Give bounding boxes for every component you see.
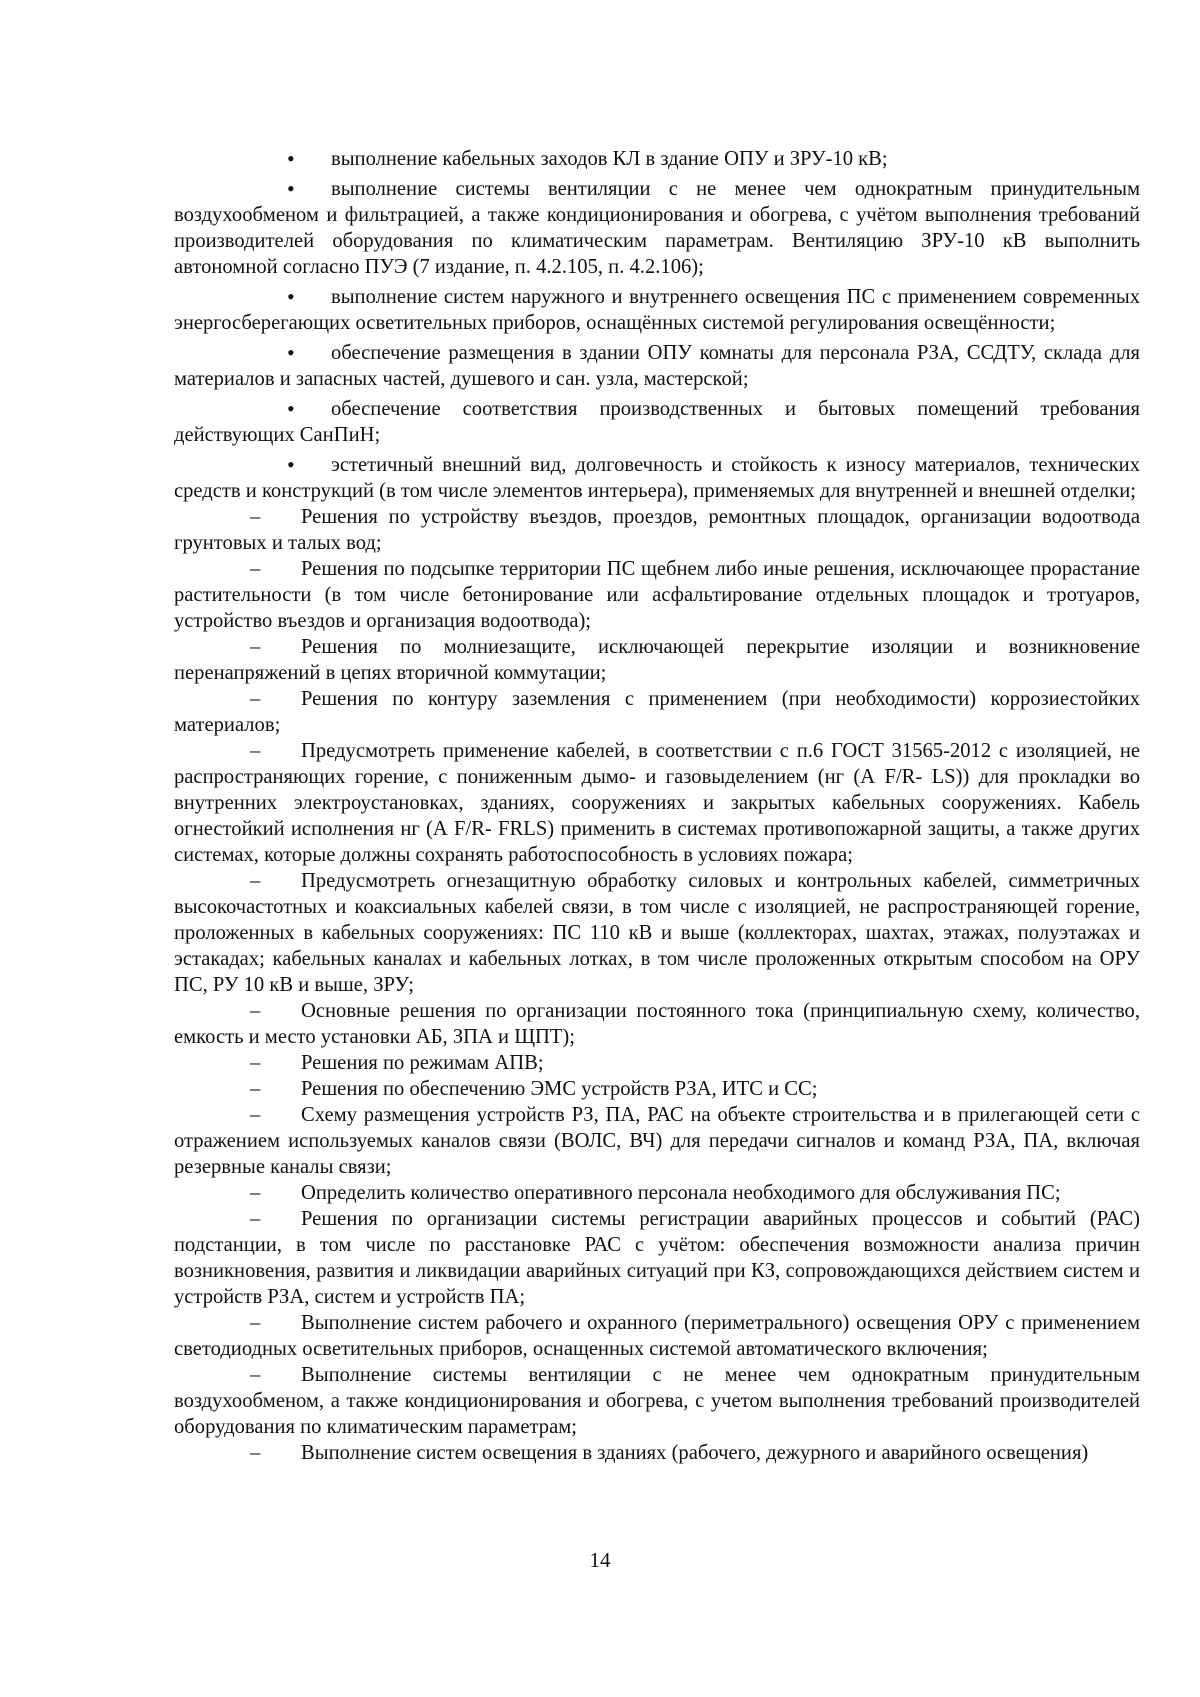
dash-item-text: Решения по подсыпке территории ПС щебнем либо иные решения, исключающее прорастание растительности (в том числе бетонирование или асфальтирование отдельных площадок и тротуаров, устройство въездов и организация водоотвода); bbox=[174, 558, 1140, 632]
dash-list-item bbox=[174, 1076, 1140, 1102]
dash-list-item bbox=[174, 1050, 1140, 1076]
bullet-marker: • bbox=[287, 396, 295, 421]
bullet-marker: • bbox=[287, 452, 295, 477]
dash-list-item bbox=[174, 686, 1140, 738]
bullet-item-text: выполнение системы вентиляции с не менее чем однократным принудительным воздухообменом и фильтрацией, а также кондиционирования и обогрева, с учётом выполнения требований производителей оборудования по климатическим параметрам. Вентиляцию ЗРУ-10 кВ выполнить автономной согласно ПУЭ (7 издание, п. 4.2.105, п. 4.2.106); bbox=[174, 178, 1140, 278]
dash-item-text: Решения по режимам АПВ; bbox=[301, 1052, 544, 1074]
dash-list bbox=[174, 504, 1140, 1466]
dash-marker: – bbox=[250, 1182, 261, 1204]
bullet-item-text: обеспечение соответствия производственных и бытовых помещений требования действующих СанПиН; bbox=[174, 398, 1140, 446]
dash-list-item bbox=[174, 1310, 1140, 1362]
dash-marker: – bbox=[250, 740, 261, 762]
dash-marker: – bbox=[250, 1000, 261, 1022]
dash-list-item bbox=[174, 738, 1140, 868]
bullet-item-text: выполнение кабельных заходов КЛ в здание ОПУ и ЗРУ-10 кВ; bbox=[331, 148, 888, 170]
bullet-marker: • bbox=[287, 284, 295, 309]
bullet-list-item bbox=[174, 146, 1140, 172]
dash-item-text: Определить количество оперативного персонала необходимого для обслуживания ПС; bbox=[301, 1182, 1061, 1204]
dash-list-item bbox=[174, 1102, 1140, 1180]
dash-list-item bbox=[174, 998, 1140, 1050]
dash-marker: – bbox=[250, 1078, 261, 1100]
dash-list-item bbox=[174, 504, 1140, 556]
dash-item-text: Предусмотреть применение кабелей, в соответствии с п.6 ГОСТ 31565-2012 с изоляцией, не распространяющих горение, с пониженным дымо- и газовыделением (нг (А F/R- LS)) для прокладки во внутренних электроустановках, зданиях, сооружениях и закрытых кабельных сооружениях. Кабель огнестойкий исполнения нг (А F/R- FRLS) применить в системах противопожарной защиты, а также других системах, которые должны сохранять работоспособность в условиях пожара; bbox=[174, 740, 1140, 866]
bullet-marker: • bbox=[287, 340, 295, 365]
bullet-list-item bbox=[174, 176, 1140, 280]
page-number: 14 bbox=[589, 1548, 611, 1572]
dash-marker: – bbox=[250, 1104, 261, 1126]
dash-item-text: Выполнение систем освещения в зданиях (рабочего, дежурного и аварийного освещения) bbox=[301, 1442, 1089, 1464]
dash-marker: – bbox=[250, 506, 261, 528]
dash-marker: – bbox=[250, 1208, 261, 1230]
dash-marker: – bbox=[250, 1312, 261, 1334]
dash-marker: – bbox=[250, 1442, 261, 1464]
dash-marker: – bbox=[250, 636, 261, 658]
dash-item-text: Решения по контуру заземления с применением (при необходимости) коррозиестойких материалов; bbox=[174, 688, 1140, 736]
bullet-list-item bbox=[174, 452, 1140, 504]
dash-marker: – bbox=[250, 1052, 261, 1074]
dash-list-item bbox=[174, 1206, 1140, 1310]
dash-marker: – bbox=[250, 558, 261, 580]
dash-item-text: Выполнение системы вентиляции с не менее чем однократным принудительным воздухообменом, а также кондиционирования и обогрева, с учетом выполнения требований производителей оборудования по климатическим параметрам; bbox=[174, 1364, 1140, 1438]
dash-item-text: Решения по обеспечению ЭМС устройств РЗА, ИТС и СС; bbox=[301, 1078, 818, 1100]
bullet-marker: • bbox=[287, 146, 295, 171]
dash-item-text: Схему размещения устройств РЗ, ПА, РАС на объекте строительства и в прилегающей сети с отражением используемых каналов связи (ВОЛС, ВЧ) для передачи сигналов и команд РЗА, ПА, включая резервные каналы связи; bbox=[174, 1104, 1140, 1178]
dash-marker: – bbox=[250, 870, 261, 892]
dash-item-text: Предусмотреть огнезащитную обработку силовых и контрольных кабелей, симметричных высокочастотных и коаксиальных кабелей связи, в том числе с изоляцией, не распространяющей горение, проложенных в кабельных сооружениях: ПС 110 кВ и выше (коллекторах, шахтах, этажах, полуэтажах и эстакадах; кабельных каналах и кабельных лотках, в том числе проложенных открытым способом на ОРУ ПС, РУ 10 кВ и выше, ЗРУ; bbox=[174, 870, 1140, 996]
dash-list-item bbox=[174, 868, 1140, 998]
bullet-item-text: обеспечение размещения в здании ОПУ комнаты для персонала РЗА, ССДТУ, склада для материалов и запасных частей, душевого и сан. узла, мастерской; bbox=[174, 342, 1140, 390]
dash-list-item bbox=[174, 1440, 1140, 1466]
bullet-list-item bbox=[174, 284, 1140, 336]
dash-item-text: Решения по устройству въездов, проездов, ремонтных площадок, организации водоотвода грунтовых и талых вод; bbox=[174, 506, 1140, 554]
dash-item-text: Основные решения по организации постоянного тока (принципиальную схему, количество, емкость и место установки АБ, ЗПА и ЩПТ); bbox=[174, 1000, 1140, 1048]
dash-list-item bbox=[174, 1180, 1140, 1206]
bullet-list-item bbox=[174, 396, 1140, 448]
dash-marker: – bbox=[250, 1364, 261, 1386]
bullet-marker: • bbox=[287, 176, 295, 201]
bullet-list-item bbox=[174, 340, 1140, 392]
dash-item-text: Решения по организации системы регистрации аварийных процессов и событий (РАС) подстанции, в том числе по расстановке РАС с учётом: обеспечения возможности анализа причин возникновения, развития и ликвидации аварийных ситуаций при КЗ, сопровождающихся действием систем и устройств РЗА, систем и устройств ПА; bbox=[174, 1208, 1140, 1308]
bullet-item-text: эстетичный внешний вид, долговечность и стойкость к износу материалов, технических средств и конструкций (в том числе элементов интерьера), применяемых для внутренней и внешней отделки; bbox=[174, 454, 1140, 502]
dash-list-item bbox=[174, 634, 1140, 686]
dash-marker: – bbox=[250, 688, 261, 710]
bullet-list bbox=[174, 146, 1140, 504]
dash-item-text: Решения по молниезащите, исключающей перекрытие изоляции и возникновение перенапряжений в цепях вторичной коммутации; bbox=[174, 636, 1140, 684]
bullet-item-text: выполнение систем наружного и внутреннего освещения ПС с применением современных энергосберегающих осветительных приборов, оснащённых системой регулирования освещённости; bbox=[174, 286, 1140, 334]
document-body bbox=[174, 146, 1140, 1466]
dash-list-item bbox=[174, 556, 1140, 634]
dash-item-text: Выполнение систем рабочего и охранного (периметрального) освещения ОРУ с применением светодиодных осветительных приборов, оснащенных системой автоматического включения; bbox=[174, 1312, 1140, 1360]
dash-list-item bbox=[174, 1362, 1140, 1440]
